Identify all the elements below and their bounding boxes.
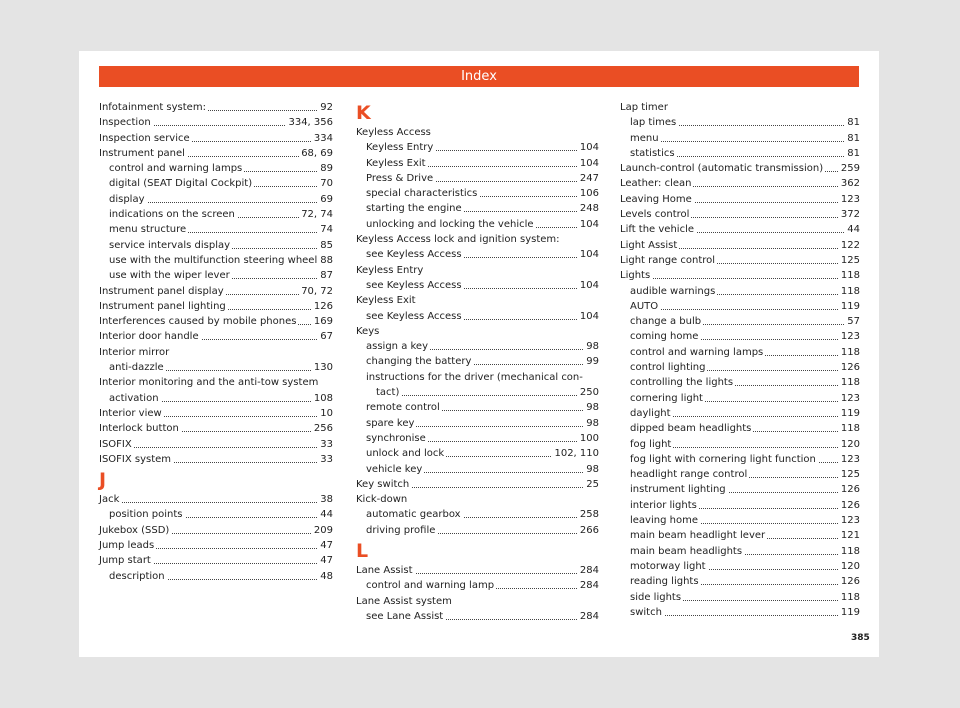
- index-page: [79, 51, 879, 657]
- entry-term: Interferences caused by mobile phones: [99, 316, 297, 328]
- entry-page-ref: 88: [318, 253, 333, 268]
- index-subentry: [99, 391, 333, 406]
- entry-term: Interior monitoring and the anti-tow system: [99, 377, 319, 389]
- entry-page-ref: 47: [318, 553, 333, 568]
- entry-page-ref: 48: [318, 569, 333, 584]
- entry-page-ref: 119: [839, 406, 860, 421]
- entry-term: Instrument panel lighting: [99, 300, 226, 312]
- entry-term: interior lights: [630, 499, 697, 511]
- entry-page-ref: 118: [839, 421, 860, 436]
- index-subentry: [356, 247, 599, 262]
- index-entry: [99, 100, 333, 115]
- entry-page-ref: 122: [839, 238, 860, 253]
- index-subentry: [620, 605, 860, 620]
- entry-page-ref: 123: [839, 329, 860, 344]
- entry-term: Lane Assist: [356, 565, 413, 577]
- index-entry: [356, 492, 599, 507]
- entry-page-ref: 81: [845, 115, 860, 130]
- entry-term: Keyless Exit: [366, 157, 426, 169]
- index-entry: [99, 284, 333, 299]
- entry-page-ref: 209: [312, 523, 333, 538]
- index-entry: [99, 345, 333, 360]
- entry-page-ref: 123: [839, 513, 860, 528]
- entry-page-ref: 47: [318, 538, 333, 553]
- index-subentry: [620, 329, 860, 344]
- entry-page-ref: 98: [584, 462, 599, 477]
- entry-term: Interior door handle: [99, 331, 199, 343]
- entry-page-ref: 98: [584, 339, 599, 354]
- entry-page-ref: 81: [845, 146, 860, 161]
- entry-page-ref: 118: [839, 268, 860, 283]
- entry-term: audible warnings: [630, 285, 716, 297]
- index-subentry: [620, 467, 860, 482]
- entry-term: Interior view: [99, 407, 162, 419]
- entry-term: Light range control: [620, 254, 716, 266]
- index-subentry: [99, 176, 333, 191]
- index-subentry: [356, 431, 599, 446]
- entry-term: display: [109, 193, 145, 205]
- entry-page-ref: 125: [839, 253, 860, 268]
- entry-page-ref: 250: [578, 385, 599, 400]
- index-entry: [356, 563, 599, 578]
- index-entry: [99, 375, 333, 390]
- entry-term: Jump start: [99, 555, 151, 567]
- entry-term: Keyless Entry: [356, 264, 424, 276]
- entry-term: assign a key: [366, 341, 429, 353]
- index-entry: [99, 437, 333, 452]
- entry-term: Lap timer: [620, 102, 668, 113]
- index-subentry: [356, 140, 599, 155]
- entry-page-ref: 44: [318, 507, 333, 522]
- entry-page-ref: 126: [839, 482, 860, 497]
- index-subentry: [356, 462, 599, 477]
- page-number: 385: [851, 633, 870, 643]
- index-subentry: [620, 544, 860, 559]
- index-entry: [620, 192, 860, 207]
- entry-term: see Keyless Access: [366, 279, 462, 291]
- entry-page-ref: 33: [318, 437, 333, 452]
- entry-term: control and warning lamps: [109, 163, 243, 175]
- entry-page-ref: 123: [839, 452, 860, 467]
- entry-page-ref: 87: [318, 268, 333, 283]
- entry-page-ref: 126: [839, 498, 860, 513]
- entry-term: instructions for the driver (mechanical con-: [366, 371, 583, 383]
- index-subentry: [620, 590, 860, 605]
- entry-term: control and warning lamps: [630, 346, 764, 358]
- entry-page-ref: 118: [839, 345, 860, 360]
- index-subentry: [356, 217, 599, 232]
- index-subentry: [99, 569, 333, 584]
- index-subentry: [356, 309, 599, 324]
- index-entry: [356, 477, 599, 492]
- index-subentry: [356, 201, 599, 216]
- entry-page-ref: 44: [845, 222, 860, 237]
- index-column-1: [99, 100, 333, 584]
- entry-term: ISOFIX: [99, 438, 132, 450]
- entry-term: unlock and lock: [366, 448, 445, 460]
- entry-page-ref: 258: [578, 507, 599, 522]
- entry-page-ref: 284: [578, 563, 599, 578]
- entry-term: headlight range control: [630, 469, 748, 481]
- index-subentry: [356, 578, 599, 593]
- entry-term: Jump leads: [99, 540, 155, 552]
- index-subentry: [356, 186, 599, 201]
- entry-term: automatic gearbox: [366, 509, 461, 521]
- entry-term: dipped beam headlights: [630, 423, 752, 435]
- entry-page-ref: 69: [318, 192, 333, 207]
- entry-term: service intervals display: [109, 239, 231, 251]
- index-entry: [356, 324, 599, 339]
- index-subentry: [356, 507, 599, 522]
- entry-page-ref: 72, 74: [299, 207, 333, 222]
- index-subentry: [620, 528, 860, 543]
- entry-term: statistics: [630, 147, 675, 159]
- index-subentry: [620, 375, 860, 390]
- entry-term: Levels control: [620, 209, 690, 221]
- entry-page-ref: 120: [839, 437, 860, 452]
- entry-term: see Lane Assist: [366, 610, 444, 622]
- entry-term: Leaving Home: [620, 193, 692, 205]
- entry-page-ref: 284: [578, 578, 599, 593]
- index-subentry: [620, 360, 860, 375]
- entry-page-ref: 104: [578, 156, 599, 171]
- entry-page-ref: 259: [839, 161, 860, 176]
- index-subentry: [356, 400, 599, 415]
- index-subentry: [99, 268, 333, 283]
- index-subentry: [620, 345, 860, 360]
- entry-term: changing the battery: [366, 356, 472, 368]
- entry-term: activation: [109, 392, 159, 404]
- index-entry: [99, 492, 333, 507]
- index-column-2: [356, 100, 599, 624]
- entry-page-ref: 123: [839, 391, 860, 406]
- entry-term: menu: [630, 132, 659, 144]
- entry-term: Key switch: [356, 478, 410, 490]
- index-entry: [99, 115, 333, 130]
- entry-term: coming home: [630, 331, 699, 343]
- index-column-3: [620, 100, 860, 620]
- entry-page-ref: 120: [839, 559, 860, 574]
- entry-term: Leather: clean: [620, 178, 692, 190]
- entry-term: Keys: [356, 325, 380, 337]
- index-subentry: [356, 156, 599, 171]
- entry-page-ref: 70, 72: [299, 284, 333, 299]
- index-entry: [356, 293, 599, 308]
- index-subentry: [620, 452, 860, 467]
- entry-page-ref: 123: [839, 192, 860, 207]
- entry-page-ref: 70: [318, 176, 333, 191]
- entry-page-ref: 81: [845, 131, 860, 146]
- index-entry: [99, 146, 333, 161]
- index-entry: [620, 161, 860, 176]
- section-letter: L: [356, 540, 369, 563]
- index-subentry: [620, 115, 860, 130]
- index-subentry: [99, 253, 333, 268]
- entry-term: starting the engine: [366, 203, 462, 215]
- entry-term: Kick-down: [356, 494, 408, 506]
- entry-term: position points: [109, 509, 183, 521]
- entry-term: fog light: [630, 438, 672, 450]
- index-entry: [99, 314, 333, 329]
- entry-page-ref: 121: [839, 528, 860, 543]
- entry-term: remote control: [366, 402, 440, 414]
- entry-page-ref: 125: [839, 467, 860, 482]
- entry-term: Light Assist: [620, 239, 678, 251]
- index-subentry: [99, 161, 333, 176]
- entry-page-ref: 74: [318, 222, 333, 237]
- index-subentry: [620, 574, 860, 589]
- entry-term: use with the wiper lever: [109, 270, 230, 282]
- section-letter: J: [99, 469, 107, 492]
- entry-page-ref: 68, 69: [299, 146, 333, 161]
- index-subentry: [99, 207, 333, 222]
- entry-page-ref: 67: [318, 329, 333, 344]
- entry-page-ref: 104: [578, 247, 599, 262]
- entry-page-ref: 108: [312, 391, 333, 406]
- entry-page-ref: 248: [578, 201, 599, 216]
- entry-page-ref: 126: [839, 360, 860, 375]
- entry-term: switch: [630, 606, 662, 618]
- entry-term: anti-dazzle: [109, 362, 164, 374]
- entry-page-ref: 130: [312, 360, 333, 375]
- index-subentry: [620, 421, 860, 436]
- entry-term: special characteristics: [366, 188, 478, 200]
- entry-term: change a bulb: [630, 316, 702, 328]
- index-subentry: [99, 238, 333, 253]
- index-entry: [620, 268, 860, 283]
- entry-term: side lights: [630, 591, 682, 603]
- entry-term: motorway light: [630, 560, 706, 572]
- entry-term: synchronise: [366, 432, 426, 444]
- entry-page-ref: 38: [318, 492, 333, 507]
- index-entry: [620, 253, 860, 268]
- index-subentry: [356, 278, 599, 293]
- entry-term: fog light with cornering light function: [630, 453, 816, 465]
- entry-term: use with the multifunction steering wheel: [109, 254, 318, 266]
- entry-term: Interior mirror: [99, 346, 170, 358]
- entry-term: reading lights: [630, 576, 699, 588]
- entry-term: spare key: [366, 417, 415, 429]
- entry-term: ISOFIX system: [99, 453, 172, 465]
- entry-term: see Keyless Access: [366, 249, 462, 261]
- index-entry: [356, 125, 599, 140]
- index-subentry: [620, 482, 860, 497]
- entry-page-ref: 104: [578, 217, 599, 232]
- index-subentry: [620, 284, 860, 299]
- entry-page-ref: 104: [578, 140, 599, 155]
- index-subentry: [356, 370, 599, 385]
- entry-term: Lane Assist system: [356, 595, 452, 607]
- entry-page-ref: 98: [584, 416, 599, 431]
- index-subentry: [356, 446, 599, 461]
- index-entry: [99, 553, 333, 568]
- entry-term: Inspection service: [99, 132, 190, 144]
- entry-term: Lights: [620, 270, 651, 282]
- index-subentry: [99, 360, 333, 375]
- index-entry: [620, 207, 860, 222]
- index-subentry: [620, 391, 860, 406]
- entry-term: main beam headlight lever: [630, 530, 766, 542]
- entry-term: controlling the lights: [630, 377, 734, 389]
- entry-term: Keyless Access lock and ignition system:: [356, 234, 560, 246]
- entry-page-ref: 118: [839, 590, 860, 605]
- entry-term: Infotainment system:: [99, 102, 206, 113]
- entry-page-ref: 25: [584, 477, 599, 492]
- entry-term: vehicle key: [366, 463, 423, 475]
- index-entry: [99, 329, 333, 344]
- entry-page-ref: 89: [318, 161, 333, 176]
- index-entry: [99, 452, 333, 467]
- entry-page-ref: 247: [578, 171, 599, 186]
- entry-page-ref: 256: [312, 421, 333, 436]
- entry-term: Keyless Access: [356, 127, 431, 138]
- entry-term: Interlock button: [99, 423, 179, 435]
- index-entry: [356, 263, 599, 278]
- entry-page-ref: 118: [839, 375, 860, 390]
- entry-term: Jukebox (SSD): [99, 524, 170, 536]
- index-entry: [99, 421, 333, 436]
- entry-term: indications on the screen: [109, 209, 235, 221]
- entry-page-ref: 362: [839, 176, 860, 191]
- index-subentry: [620, 146, 860, 161]
- entry-term: control lighting: [630, 362, 706, 374]
- entry-page-ref: 57: [845, 314, 860, 329]
- entry-term: Launch-control (automatic transmission): [620, 163, 824, 175]
- entry-term: menu structure: [109, 224, 187, 236]
- entry-term: Instrument panel: [99, 147, 185, 159]
- index-header: Index: [99, 66, 859, 87]
- index-entry: [356, 232, 599, 247]
- entry-page-ref: 334, 356: [286, 115, 333, 130]
- index-subentry: [620, 559, 860, 574]
- entry-page-ref: 119: [839, 605, 860, 620]
- index-entry: [99, 523, 333, 538]
- index-subentry: [620, 498, 860, 513]
- entry-page-ref: 104: [578, 309, 599, 324]
- entry-page-ref: 98: [584, 400, 599, 415]
- index-entry: [620, 222, 860, 237]
- index-subentry: [356, 416, 599, 431]
- entry-term: digital (SEAT Digital Cockpit): [109, 178, 253, 190]
- entry-page-ref: 372: [839, 207, 860, 222]
- entry-term: control and warning lamp: [366, 580, 495, 592]
- entry-term: see Keyless Access: [366, 310, 462, 322]
- entry-page-ref: 102, 110: [552, 446, 599, 461]
- index-subentry: [356, 523, 599, 538]
- index-entry: [99, 406, 333, 421]
- entry-term: Keyless Exit: [356, 295, 416, 307]
- section-letter: K: [356, 102, 371, 124]
- entry-page-ref: 85: [318, 238, 333, 253]
- index-subentry: [620, 437, 860, 452]
- index-subentry: [99, 507, 333, 522]
- entry-page-ref: 100: [578, 431, 599, 446]
- entry-term: daylight: [630, 407, 671, 419]
- index-subentry: [620, 299, 860, 314]
- entry-page-ref: 126: [839, 574, 860, 589]
- index-subentry: [356, 385, 599, 400]
- entry-page-ref: 284: [578, 609, 599, 624]
- entry-term: leaving home: [630, 515, 698, 527]
- index-entry: [99, 538, 333, 553]
- entry-term: lap times: [630, 117, 677, 129]
- entry-page-ref: 119: [839, 299, 860, 314]
- entry-term: Jack: [99, 494, 120, 506]
- entry-term: Lift the vehicle: [620, 224, 694, 236]
- index-subentry: [356, 609, 599, 624]
- entry-page-ref: 118: [839, 284, 860, 299]
- index-entry: [620, 238, 860, 253]
- entry-term: driving profile: [366, 524, 436, 536]
- entry-term: Instrument panel display: [99, 285, 224, 297]
- index-subentry: [620, 513, 860, 528]
- index-subentry: [620, 314, 860, 329]
- entry-page-ref: 10: [318, 406, 333, 421]
- entry-term: AUTO: [630, 300, 659, 312]
- entry-term: Inspection: [99, 117, 151, 129]
- index-subentry: [99, 222, 333, 237]
- entry-page-ref: 104: [578, 278, 599, 293]
- index-entry: [620, 100, 860, 115]
- index-entry: [99, 299, 333, 314]
- entry-page-ref: 334: [312, 131, 333, 146]
- entry-term: unlocking and locking the vehicle: [366, 218, 534, 230]
- entry-term: Press & Drive: [366, 172, 434, 184]
- entry-term: cornering light: [630, 392, 703, 404]
- entry-page-ref: 33: [318, 452, 333, 467]
- entry-term: Keyless Entry: [366, 142, 434, 154]
- index-subentry: [356, 171, 599, 186]
- entry-page-ref: 106: [578, 186, 599, 201]
- index-subentry: [356, 339, 599, 354]
- entry-term: description: [109, 570, 165, 582]
- entry-page-ref: 99: [584, 354, 599, 369]
- index-entry: [620, 176, 860, 191]
- entry-term: tact): [376, 387, 400, 399]
- entry-page-ref: 169: [312, 314, 333, 329]
- index-entry: [99, 131, 333, 146]
- index-entry: [356, 594, 599, 609]
- index-subentry: [356, 354, 599, 369]
- index-subentry: [620, 406, 860, 421]
- index-subentry: [620, 131, 860, 146]
- entry-page-ref: 126: [312, 299, 333, 314]
- entry-page-ref: 266: [578, 523, 599, 538]
- entry-term: instrument lighting: [630, 484, 726, 496]
- index-subentry: [99, 192, 333, 207]
- entry-page-ref: 92: [318, 100, 333, 115]
- entry-page-ref: 118: [839, 544, 860, 559]
- entry-term: main beam headlights: [630, 545, 743, 557]
